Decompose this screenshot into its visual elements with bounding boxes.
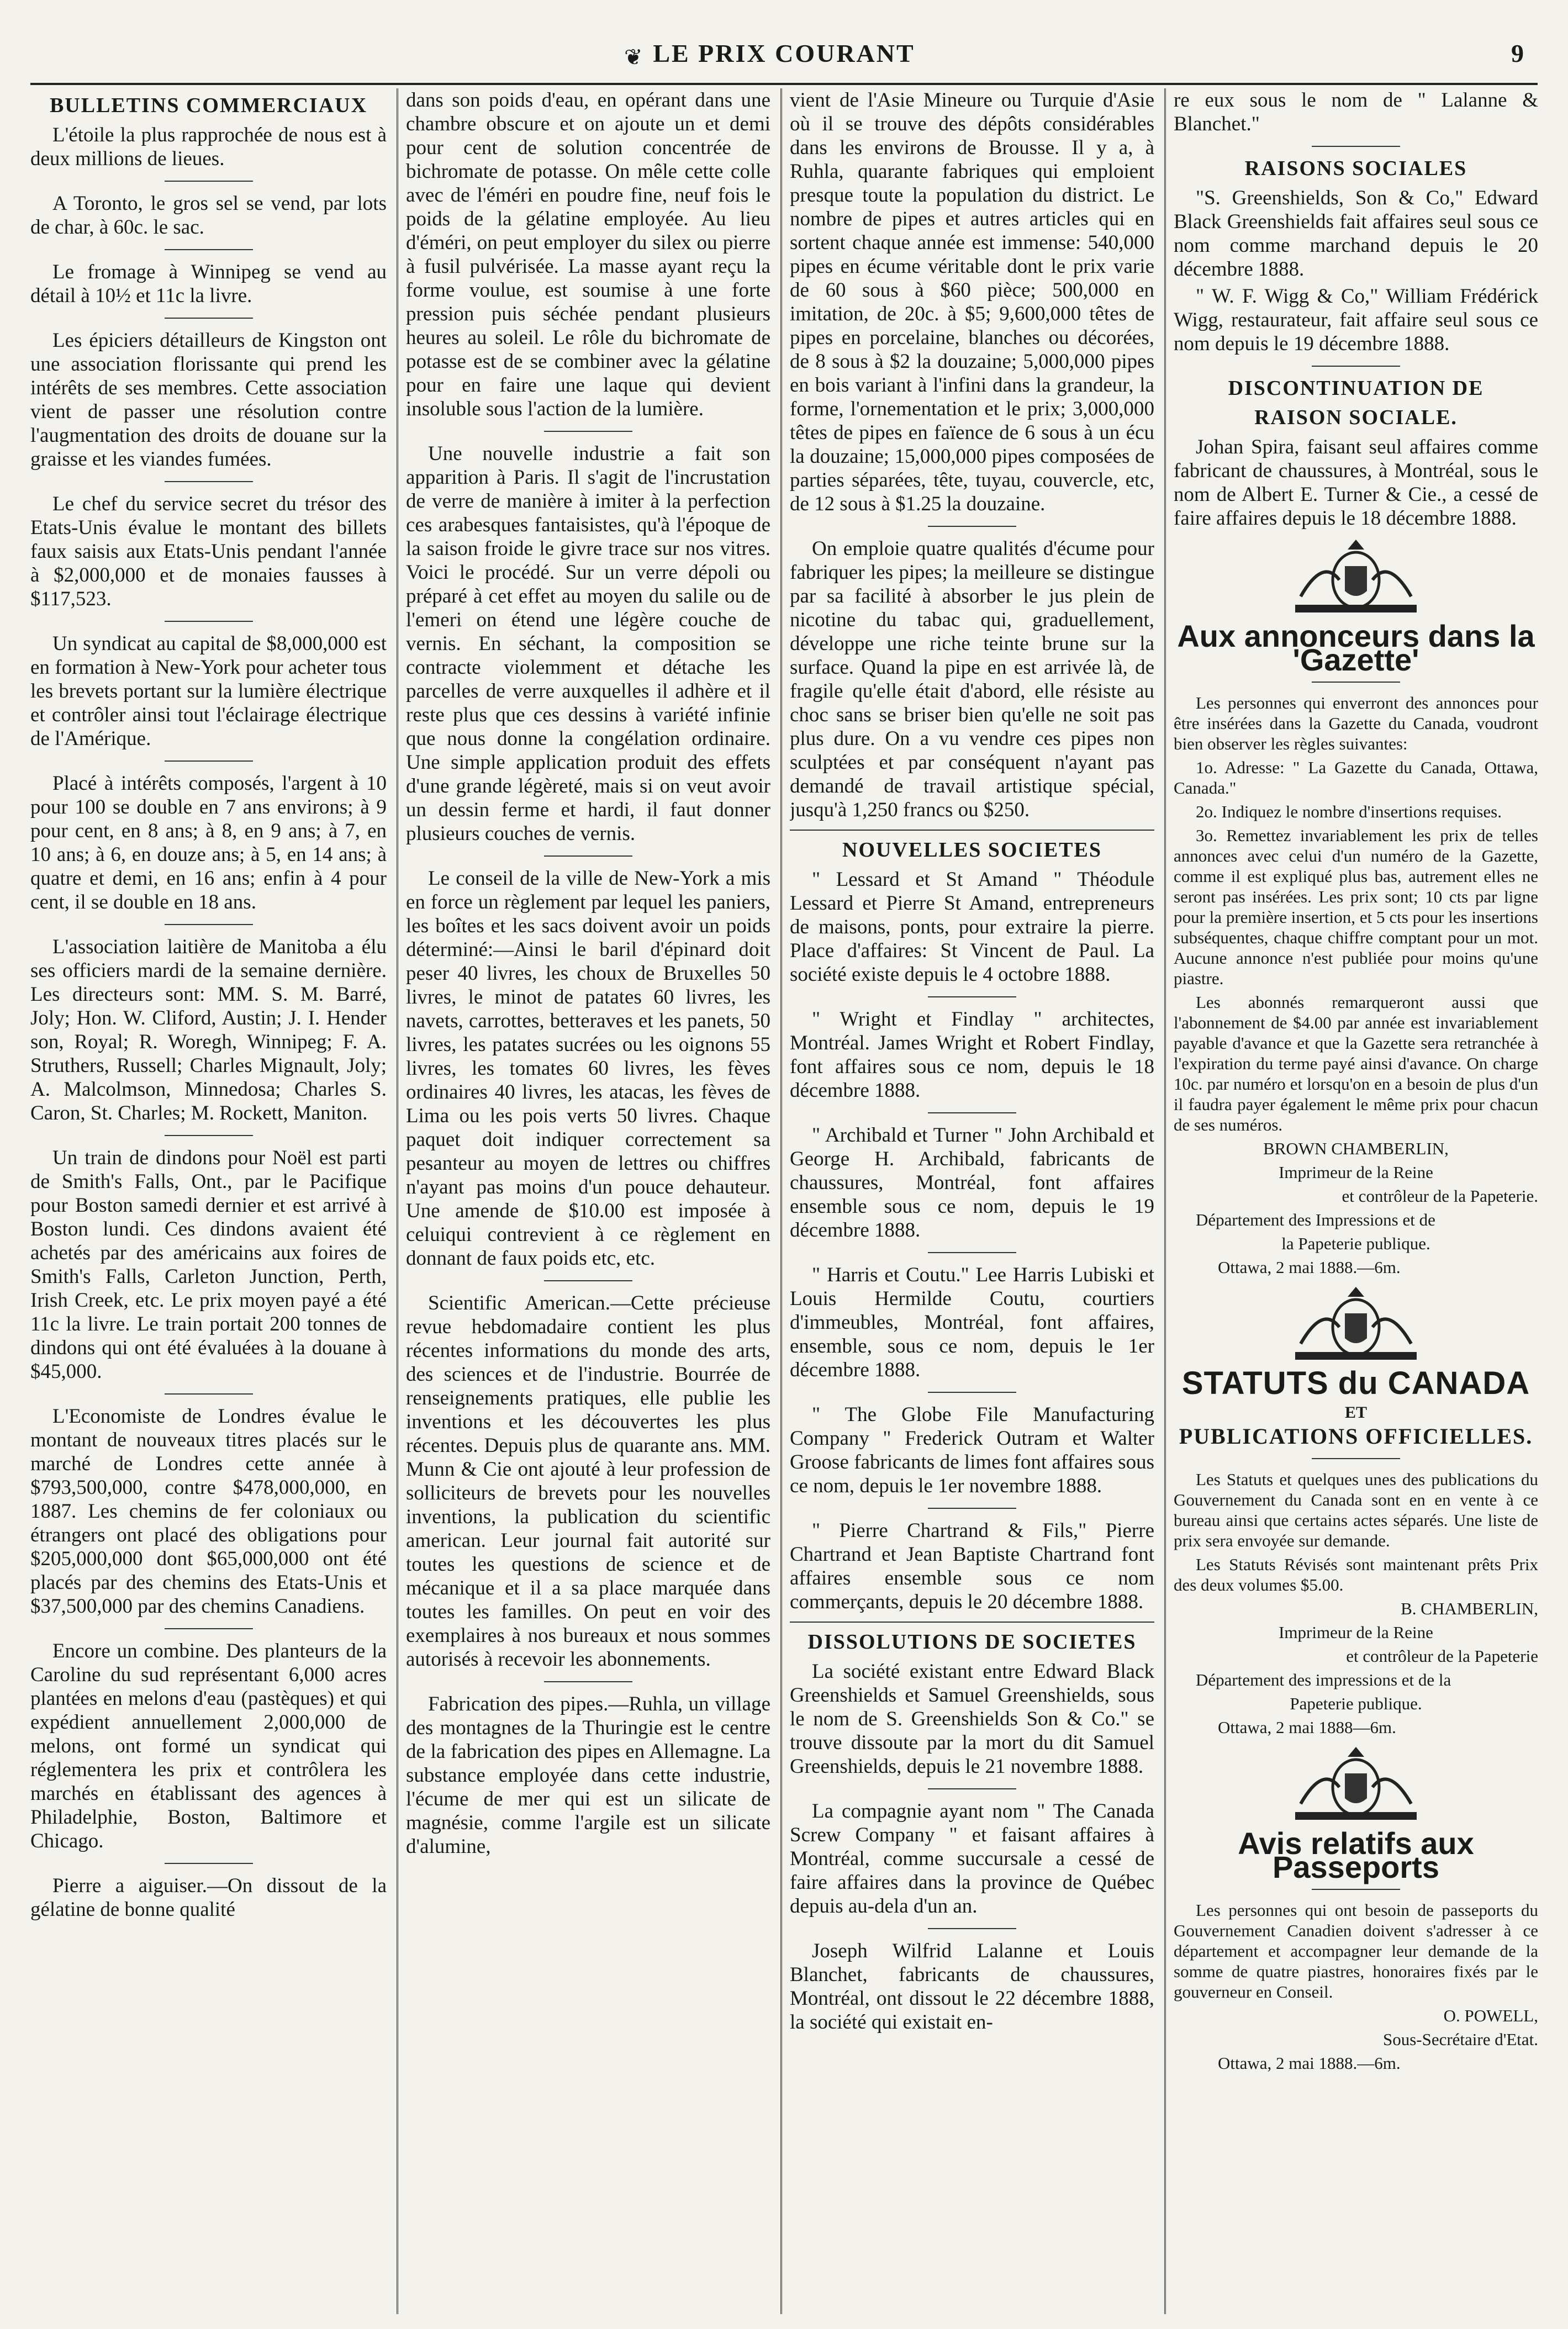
article-paragraph: "S. Greenshields, Son & Co," Edward Black Greenshields fait affaires seul sous ce nom comme marchand depuis le 20 décembre 1888. xyxy=(1174,187,1538,281)
separator xyxy=(1312,1889,1400,1890)
passeports-heading: Avis relatifs aux Passeports xyxy=(1238,1826,1474,1884)
separator xyxy=(165,1628,253,1629)
signature-line: Papeterie publique. xyxy=(1290,1694,1422,1713)
article-paragraph: La société existant entre Edward Black Greenshields et Samuel Greenshields, sous le nom de S. Greenshields Son & Co." se trouve dissoute par la mort du dit Samuel Greenshields, depuis le 21 novembre 1888. xyxy=(790,1660,1154,1778)
notice-paragraph: Les personnes qui ont besoin de passeports du Gouvernement Canadien doivent s'adresser à ce département et accompagner leur demande de la somme de quatre piastres, honoraires fixés par le gouverneur en Conseil. xyxy=(1174,1900,1538,2001)
article-paragraph: " Archibald et Turner " John Archibald et George H. Archibald, fabricants de chaussures, Montréal, font affaires ensemble sous ce nom, depuis le 19 décembre 1888. xyxy=(790,1124,1154,1242)
statuts-heading: STATUTS du CANADA xyxy=(1181,1365,1530,1401)
separator xyxy=(165,1393,253,1395)
separator xyxy=(544,1280,632,1281)
separator xyxy=(165,1863,253,1864)
article-paragraph: Fabrication des pipes.—Ruhla, un village des montagnes de la Thuringie est le centre de la fabrication des pipes en Allemagne. La substance employée dans cette industrie, l'écume de mer qui est un silicate de magnésie, comme l'argile est un silicate d'alumine, xyxy=(406,1693,770,1858)
royal-arms-icon xyxy=(1284,536,1428,619)
column-1 xyxy=(30,88,387,2314)
article-paragraph: " Pierre Chartrand & Fils," Pierre Chartrand et Jean Baptiste Chartrand font affaires ensemble sous ce nom commerçants, depuis le 20 décembre 1888. xyxy=(790,1519,1154,1613)
separator xyxy=(928,1252,1016,1253)
separator xyxy=(165,318,253,319)
separator xyxy=(928,1508,1016,1509)
article-paragraph: Un syndicat au capital de $8,000,000 est en formation à New-York pour acheter tous les brevets portant sur la lumière électrique et contrôler ainsi tout l'éclairage électrique de l'Amérique. xyxy=(30,632,387,750)
raisons-heading: RAISONS SOCIALES xyxy=(1244,157,1467,180)
separator xyxy=(165,621,253,622)
signature-line: BROWN CHAMBERLIN, xyxy=(1263,1139,1449,1158)
statuts-et: ET xyxy=(1344,1403,1368,1422)
page-number: 9 xyxy=(1511,39,1524,67)
article-paragraph: " Lessard et St Amand " Théodule Lessard et Pierre St Amand, entrepreneurs de maisons, ponts, pour extraire la pierre. Place d'affaires: St Vincent de Paul. La société existe depuis le 4 octobre 1888. xyxy=(790,868,1154,986)
separator xyxy=(544,1681,632,1682)
separator xyxy=(165,761,253,762)
separator xyxy=(165,1135,253,1136)
article-paragraph: Encore un combine. Des planteurs de la Caroline du sud représentant 6,000 acres plantées en melons d'eau (pastèques) et qui expédient annuellement 2,000,000 de melons, ont formé un syndicat qui réglementera les prix et contrôlera les marchés en établissant des agences à Philadelphie, Boston, Baltimore et Chicago. xyxy=(30,1640,387,1852)
signature-line: Département des Impressions et de xyxy=(1196,1210,1435,1229)
statuts-subheading: PUBLICATIONS OFFICIELLES. xyxy=(1179,1424,1533,1449)
section-heading: NOUVELLES SOCIETES xyxy=(842,838,1102,862)
article-paragraph: Pierre a aiguiser.—On dissout de la gélatine de bonne qualité xyxy=(30,1874,387,1921)
royal-arms-icon xyxy=(1284,1283,1428,1366)
notice-paragraph: 2o. Indiquez le nombre d'insertions requises. xyxy=(1196,802,1502,821)
signature-line: Département des impressions et de la xyxy=(1196,1670,1451,1689)
separator xyxy=(928,1392,1016,1393)
page-title: LE PRIX COURANT xyxy=(653,39,915,67)
article-paragraph: dans son poids d'eau, en opérant dans une chambre obscure et on ajoute un et demi pour cent de solution concentrée de bichromate de potasse. On mêle cette colle avec de l'éméri en poudre fine, neuf fois le poids de la gélatine employée. Au lieu d'éméri, on peut employer du silex ou pierre à fusil pulvérisée. La masse ayant reçu la forme voulue, est soumise à une forte pression puis séchée pendant plusieurs heures au soleil. Le rôle du bichromate de potasse est de se combiner avec la gélatine pour en faire une laque qui devient insoluble sous l'action de la lumière. xyxy=(406,89,770,420)
annonceurs-heading: Aux annonceurs dans la 'Gazette' xyxy=(1177,619,1535,677)
signature-line: Imprimeur de la Reine xyxy=(1279,1163,1433,1182)
article-paragraph: Scientific American.—Cette précieuse revue hebdomadaire contient les plus récentes informations du monde des arts, des sciences et de l'industrie. Bourrée de renseignements pratiques, elle publie les inventions et les découvertes les plus récentes. Depuis plus de quarante ans. MM. Munn & Cie ont ajouté à leur profession de solliciteurs de brevets pour les nouvelles inventions, la publication du scientific american. Leur journal fait autorité sur toutes les questions de science et de mécanique et il a sa place marquée dans toutes les familles. On peut en voir des exemplaires à nos bureaux et nous sommes autorisés à recevoir les abonnements. xyxy=(406,1292,770,1671)
signature-line: Ottawa, 2 mai 1888.—6m. xyxy=(1218,2053,1401,2073)
separator xyxy=(1312,366,1400,367)
article-paragraph: " Harris et Coutu." Lee Harris Lubiski et Louis Hermilde Coutu, courtiers d'immeubles, Montréal, font affaires, ensemble, sous ce nom, depuis le 1er décembre 1888. xyxy=(790,1264,1154,1381)
article-paragraph: Le fromage à Winnipeg se vend au détail à 10½ et 11c la livre. xyxy=(30,261,387,307)
article-paragraph: La compagnie ayant nom " The Canada Screw Company " et faisant affaires à Montréal, comme succursale a cessé de faire affaires dans la province de Québec depuis au-dela d'un an. xyxy=(790,1800,1154,1918)
signature-line: Ottawa, 2 mai 1888.—6m. xyxy=(1218,1258,1401,1277)
separator xyxy=(165,249,253,250)
article-paragraph: " Wright et Findlay " architectes, Montréal. James Wright et Robert Findlay, font affaires sous ce nom, depuis le 18 décembre 1888. xyxy=(790,1008,1154,1102)
separator xyxy=(790,830,1154,831)
header-rule xyxy=(30,83,1538,85)
separator xyxy=(928,1112,1016,1113)
article-paragraph: L'étoile la plus rapprochée de nous est à deux millions de lieues. xyxy=(30,124,387,170)
article-paragraph: " The Globe File Manufacturing Company " Frederick Outram et Walter Groose fabricants de limes font affaires sous ce nom, depuis le 1er novembre 1888. xyxy=(790,1403,1154,1497)
separator xyxy=(928,1928,1016,1929)
signature-line: la Papeterie publique. xyxy=(1281,1234,1430,1253)
article-paragraph: Le conseil de la ville de New-York a mis en force un règlement par lequel les paniers, les boîtes et les sacs doivent avoir un poids déterminé:—Ainsi le baril d'épinard doit peser 40 livres, les choux de Bruxelles 50 livres, le minot de patates 60 livres, les navets, carrottes, betteraves et les panets, 50 livres, les patates sucrées ou les oignons 55 livres, les tomates 60 livres, les fèves ordinaires 40 livres, les atacas, les fèves de Lima ou les pois verts 50 livres. Chaque paquet doit indiquer correctement sa pesanteur au moyen de lettres ou chiffres n'ayant pas moins d'un pouce dehauteur. Une amende de $10.00 est imposée à celuiqui contrevient à ce règlement en donnant de faux poids etc, etc. xyxy=(406,867,770,1270)
article-paragraph: On emploie quatre qualités d'écume pour fabriquer les pipes; la meilleure se distingue par sa facilité à absorber le jus plein de nicotine du tabac qui, graduellement, développe une riche teinte brune sur la surface. Quand la pipe en est arrivée là, de fragile qu'elle était d'abord, elle résiste au choc sans se briser bien qu'elle ne soit pas plus dure. On a vu vendre ces pipes non sculptées et par conséquent n'ayant pas demandé de travail artistique spécial, jusqu'à 1,250 francs ou $250. xyxy=(790,537,1154,821)
article-paragraph: A Toronto, le gros sel se vend, par lots de char, à 60c. le sac. xyxy=(30,192,387,239)
separator xyxy=(928,526,1016,527)
notice-paragraph: 1o. Adresse: " La Gazette du Canada, Ottawa, Canada." xyxy=(1174,758,1538,798)
separator xyxy=(165,181,253,182)
article-paragraph: Le chef du service secret du trésor des Etats-Unis évalue le montant des billets faux saisis aux Etats-Unis pendant l'année à $2,000,000 et de monaies fausses à $117,523. xyxy=(30,493,387,610)
notice-paragraph: Les Statuts Révisés sont maintenant prêts Prix des deux volumes $5.00. xyxy=(1174,1555,1538,1594)
signature-line: et contrôleur de la Papeterie. xyxy=(1342,1186,1538,1206)
article-paragraph: vient de l'Asie Mineure ou Turquie d'Asie où il se trouve des dépôts considérables dans les environs de Brousse. Il y a, à Ruhla, quarante fabriques qui emploient presque toute la population du district. Le nombre de pipes et autres articles qui en sortent chaque année est immense: 540,000 pipes en écume véritable dont le prix varie de 60 sous à $60 pièce; 500,000 en imitation, de 20c. à $5; 9,600,000 têtes de pipes en porcelaine, blanches ou décorées, de 8 sous à $2 la douzaine; 5,000,000 pipes en bois variant à l'infini dans la grandeur, la forme, l'ornementation et le prix; 3,000,000 têtes de pipes en faïence de 6 sous à un écu la douzaine; 15,000,000 pipes composées de parties séparées, tête, tuyau, couvercle, etc, de 12 sous à $1.25 la douzaine. xyxy=(790,89,1154,515)
article-paragraph: L'Economiste de Londres évalue le montant de nouveaux titres placés sur le marché de Londres cette année à $793,500,000, contre $478,000,000, en 1887. Les chemins de fer coloniaux ou étrangers ont placé des obligations pour $205,000,000 dont $65,000,000 ont été placés par des chemins des Etats-Unis et $37,500,000 par des chemins Canadiens. xyxy=(30,1405,387,1618)
article-paragraph: Placé à intérêts composés, l'argent à 10 pour 100 se double en 7 ans environs; à 9 pour cent, en 8 ans; à 8, en 9 ans; à 7, en 10 ans; à 6, en douze ans; à 5, en 14 ans; à quatre et demi, en 16 ans; enfin à 4 pour cent, il se double en 18 ans. xyxy=(30,772,387,913)
signature-line: B. CHAMBERLIN, xyxy=(1401,1599,1538,1618)
discont-heading: DISCONTINUATION DE xyxy=(1228,377,1484,400)
article-paragraph: Johan Spira, faisant seul affaires comme fabricant de chaussures, à Montréal, sous le nom de Albert E. Turner & Cie., a cessé de faire affaires depuis le 18 décembre 1888. xyxy=(1174,436,1538,530)
signature-line: Imprimeur de la Reine xyxy=(1279,1623,1433,1642)
notice-paragraph: 3o. Remettez invariablement les prix de telles annonces avec celui d'un numéro de la Gazette, comme il est expliqué plus bas, autrement elles ne seront pas insérées. Les prix sont; 10 cts par ligne pour la première insertion, et 5 cts pour les insertions subséquentes, chaque chiffre comptant pour un mot. Aucune annonce n'est publiée pour moins qu'une piastre. xyxy=(1174,826,1538,988)
section-heading: DISSOLUTIONS DE SOCIETES xyxy=(807,1630,1137,1654)
article-paragraph: " W. F. Wigg & Co," William Frédérick Wigg, restaurateur, fait affaire seul sous ce nom depuis le 19 décembre 1888. xyxy=(1174,285,1538,355)
separator xyxy=(928,1788,1016,1789)
separator xyxy=(544,855,632,857)
separator xyxy=(790,1622,1154,1623)
signature-line: et contrôleur de la Papeterie xyxy=(1346,1646,1538,1666)
notice-paragraph: Les personnes qui enverront des annonces pour être insérées dans la Gazette du Canada, voudront bien observer les règles suivantes: xyxy=(1174,693,1538,753)
article-paragraph: Une nouvelle industrie a fait son apparition à Paris. Il s'agit de l'incrustation de verre de manière à imiter à la perfection ces arabesques fantaisistes, qu'à l'époque de la saison froide le givre trace sur nos vitres. Voici le procédé. Sur un verre dépoli ou préparé à cet effet au moyen du salile ou de l'emeri on étend une légère couche de vernis. En séchant, la composition se contracte violemment et détache les parcelles de verre auxquelles il adhère et il reste plus que ces dessins à variété infinie que nous donne la congélation ordinaire. Une simple application produit des effets d'une grande légèreté, mais si on veut avoir un dessin ferme et hardi, il faut donner plusieurs couches de vernis. xyxy=(406,442,770,845)
separator xyxy=(1312,1458,1400,1459)
column-2 xyxy=(406,88,770,2314)
ornament-icon: ❦ xyxy=(624,45,643,70)
column-3 xyxy=(790,88,1154,2314)
separator xyxy=(1312,682,1400,683)
continued-text: re eux sous le nom de " Lalanne & Blanchet." xyxy=(1174,89,1538,135)
article-paragraph: Un train de dindons pour Noël est parti de Smith's Falls, Ont., par le Pacifique pour Boston samedi dernier et est arrivé à Boston lundi. Ces dindons avaient été achetés par des américains aux foires de Smith's Falls, Carleton Junction, Perth, Irish Creek, etc. Le prix moyen payé a été 11c la livre. Le train portait 200 tonnes de dindons qui ont été évaluées à la douane à $45,000. xyxy=(30,1147,387,1383)
separator xyxy=(544,431,632,432)
royal-arms-icon xyxy=(1284,1743,1428,1826)
article-paragraph: L'association laitière de Manitoba a élu ses officiers mardi de la semaine dernière. Les directeurs sont: MM. S. M. Barré, Joly; Hon. W. Cliford, Austin; J. I. Hender son, Royal; R. Woregh, Winnipeg; F. A. Struthers, Russell; Charles Mignault, Joly; A. Malcolmson, Minnedosa; Charles S. Caron, St. Charles; M. Rockett, Maniton. xyxy=(30,936,387,1124)
section-heading: BULLETINS COMMERCIAUX xyxy=(49,94,368,117)
separator xyxy=(165,481,253,482)
column-4 xyxy=(1174,88,1538,2314)
signature-line: O. POWELL, xyxy=(1443,2006,1538,2025)
separator xyxy=(1312,146,1400,147)
signature-line: Sous-Secrétaire d'Etat. xyxy=(1382,2030,1538,2049)
article-paragraph: Joseph Wilfrid Lalanne et Louis Blanchet, fabricants de chaussures, Montréal, ont dissout le 22 décembre 1888, la société qui existait en- xyxy=(790,1940,1154,2034)
running-head xyxy=(0,39,1568,83)
columns xyxy=(30,88,1538,2314)
signature-line: Ottawa, 2 mai 1888—6m. xyxy=(1218,1718,1396,1737)
discont-subheading: RAISON SOCIALE. xyxy=(1254,406,1458,429)
separator xyxy=(928,996,1016,997)
separator xyxy=(165,924,253,925)
notice-paragraph: Les Statuts et quelques unes des publications du Gouvernement du Canada sont en en vente à ce bureau ainsi que certains actes séparés. Une liste de prix sera envoyée sur demande. xyxy=(1174,1470,1538,1550)
notice-paragraph: Les abonnés remarqueront aussi que l'abonnement de $4.00 par année est invariablement payable d'avance et que la Gazette sera retranchée à l'expiration du terme payé ainsi d'avance. On charge 10c. par numéro et lorsqu'on en a besoin de plus d'un il faudra payer également le même prix pour chacun de ses numéros. xyxy=(1174,992,1538,1134)
article-paragraph: Les épiciers détailleurs de Kingston ont une association florissante qui prend les intérêts de ses membres. Cette association vient de passer une résolution contre l'augmentation des droits de douane sur la graisse et les viandes fumées. xyxy=(30,329,387,471)
